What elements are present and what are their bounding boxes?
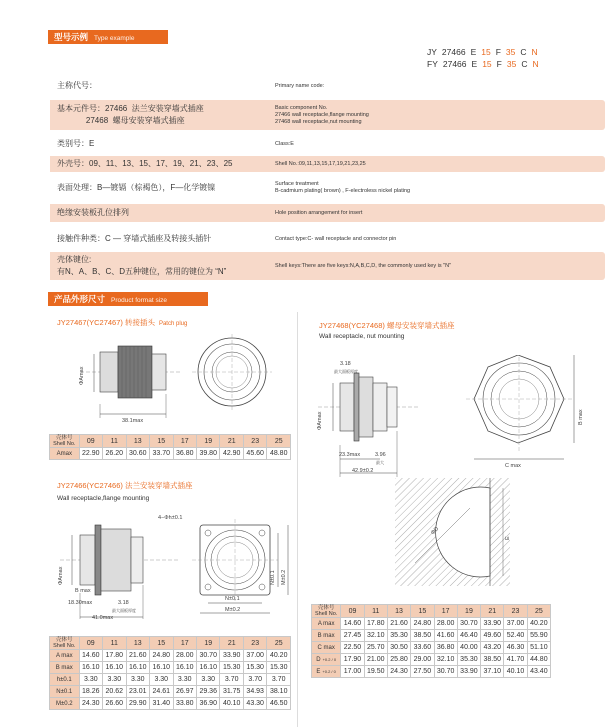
code-part-prefix: JY xyxy=(427,47,437,57)
table-cell: 46.30 xyxy=(504,642,527,654)
code-part-insert: 35 xyxy=(506,59,517,69)
explanation-row xyxy=(50,80,605,92)
table-cell: 48.80 xyxy=(267,448,291,460)
explanation-cn: 绝缘安装板孔位排列 xyxy=(57,208,129,217)
table-cell: 35.30 xyxy=(387,630,410,642)
plug-dim-a: ΦAmax xyxy=(79,366,85,385)
table-cell: 16.10 xyxy=(103,662,126,674)
table-cell: 43.30 xyxy=(243,698,266,710)
code-part-key: N xyxy=(532,59,539,69)
shell-size: 21 xyxy=(481,605,504,618)
code-part-shell: 15 xyxy=(481,47,491,57)
table-cell: 18.26 xyxy=(79,686,102,698)
flange-dim-b3-note: 最大面板厚度 xyxy=(112,608,136,613)
table-cell: 44.80 xyxy=(527,654,550,666)
table-cell: 25.80 xyxy=(387,654,410,666)
table-cell: 33.90 xyxy=(220,650,243,662)
dimension-symbol-text: A max xyxy=(317,620,335,627)
table-cell: 38.50 xyxy=(411,630,434,642)
flange-title xyxy=(57,480,192,491)
dimension-symbol xyxy=(312,666,341,678)
nut-dim-a: ΦAmax xyxy=(317,411,323,430)
table-header-row xyxy=(312,605,551,618)
nut-dim-c2-note: 最大 xyxy=(376,460,384,465)
explanation-row xyxy=(50,204,605,222)
nut-title-cn: JY27468(YC27468) 螺母安装穿墙式插座 xyxy=(319,321,455,330)
explanation-en: Shell No.:09,11,13,15,17,19,21,23,25 xyxy=(275,160,366,167)
explanation-row xyxy=(50,178,605,198)
code-part-shell: 15 xyxy=(482,59,492,69)
explanation-cn: 壳体键位: 有N、A、B、C、D五种键位，常用的键位为 “N” xyxy=(57,255,227,276)
nut-dim-c: C max xyxy=(505,463,521,469)
table-cell: 35.30 xyxy=(457,654,480,666)
explanation-en: Basic component No. 27466 wall receptacle,flange mounting 27468 wall receptacle,nut mounting xyxy=(275,104,369,125)
size-header xyxy=(48,292,208,306)
table-cell: 43.40 xyxy=(527,666,550,678)
table-cell: 25.70 xyxy=(364,642,387,654)
table-cell: 30.60 xyxy=(126,448,149,460)
shell-size: 11 xyxy=(103,637,126,650)
table-cell: 52.40 xyxy=(504,630,527,642)
shell-size: 11 xyxy=(364,605,387,618)
table-cell: 19.50 xyxy=(364,666,387,678)
explanation-en: Contact type:C- wall receptacle and connector pin xyxy=(275,235,397,242)
table-cell: 17.80 xyxy=(103,650,126,662)
table-cell: 15.30 xyxy=(243,662,266,674)
flange-dim-n-vertical: N±0.1 xyxy=(270,570,276,585)
shell-size: 17 xyxy=(173,435,196,448)
table-cell: 29.36 xyxy=(196,686,219,698)
model-code-line xyxy=(427,58,544,70)
explanation-en: Surface treatment B-cadmium plating( brown) , F-electroless nickel plating xyxy=(275,181,411,194)
table-cell: 20.62 xyxy=(103,686,126,698)
table-cell: 30.70 xyxy=(196,650,219,662)
explanation-cn: 外壳号：09、11、13、15、17、19、21、23、25 xyxy=(57,159,233,168)
dimension-symbol xyxy=(50,650,80,662)
explanation-row xyxy=(50,156,605,172)
explanation-row xyxy=(50,232,605,246)
table-cell: 33.70 xyxy=(150,448,173,460)
code-part-base: 27466 xyxy=(441,47,466,57)
flange-dim-a: ΦAmax xyxy=(58,566,64,585)
table-row xyxy=(312,630,551,642)
table-row xyxy=(50,698,291,710)
shell-size: 23 xyxy=(504,605,527,618)
flange-dim-n: N±0.1 xyxy=(225,596,240,602)
table-cell: 37.00 xyxy=(504,618,527,630)
dimension-symbol-text: D xyxy=(316,656,321,663)
shell-size: 09 xyxy=(79,435,102,448)
table-row xyxy=(312,618,551,630)
table-cell: 38.50 xyxy=(481,654,504,666)
table-cell: 24.30 xyxy=(79,698,102,710)
table-row xyxy=(50,650,291,662)
table-cell: 28.00 xyxy=(434,618,457,630)
explanation-en: Shell keys:There are five keys:N,A,B,C,D, the commonly used key is "N" xyxy=(275,262,451,269)
table-cell: 3.30 xyxy=(126,674,149,686)
plug-drawing xyxy=(80,332,290,430)
table-row xyxy=(50,662,291,674)
table-cell: 16.10 xyxy=(126,662,149,674)
nut-dim-c2: 3.96 xyxy=(375,452,386,458)
flange-subtitle: Wall receptacle,flange mounting xyxy=(57,495,150,502)
explanation-row xyxy=(50,138,605,150)
flange-dim-b2: 18.30max xyxy=(68,600,93,606)
dimension-symbol xyxy=(50,448,80,460)
nut-drawing xyxy=(318,355,598,480)
flange-dim-holes: 4−Φh±0.1 xyxy=(158,515,183,521)
tolerance-note: +0.2 / 0 xyxy=(322,656,337,662)
code-part-key: N xyxy=(531,47,538,57)
table-cell: 16.10 xyxy=(173,662,196,674)
table-cell: 24.30 xyxy=(387,666,410,678)
shell-size: 17 xyxy=(434,605,457,618)
table-cell: 17.80 xyxy=(364,618,387,630)
table-cell: 49.60 xyxy=(481,630,504,642)
cutout-dim-d: ΦD xyxy=(430,526,441,537)
dimension-symbol xyxy=(312,630,341,642)
table-cell: 37.00 xyxy=(243,650,266,662)
shell-no-label: 壳体号 Shell No. xyxy=(312,605,341,618)
shell-size: 11 xyxy=(103,435,126,448)
nut-dim-c1: 23.3max xyxy=(339,452,361,458)
size-title-cn: 产品外形尺寸 xyxy=(54,294,106,304)
dimension-symbol xyxy=(50,686,80,698)
shell-size: 25 xyxy=(267,637,291,650)
nut-dim-t: 3.18 xyxy=(340,361,351,367)
shell-no-label: 壳体号 Shell No. xyxy=(50,435,80,448)
table-cell: 28.00 xyxy=(173,650,196,662)
shell-size: 13 xyxy=(126,435,149,448)
flange-table xyxy=(49,636,291,710)
explanation-en: Hole position arrangement for insert xyxy=(275,209,363,216)
plug-title xyxy=(57,317,187,328)
shell-size: 21 xyxy=(220,435,243,448)
explanation-cn: 基本元件号：27466 法兰安装穿墙式插座 27468 螺母安装穿墙式插座 xyxy=(57,104,204,125)
dimension-symbol-text: E xyxy=(316,668,321,675)
table-cell: 22.90 xyxy=(79,448,102,460)
table-cell: 3.30 xyxy=(150,674,173,686)
flange-dim-m-vertical: M±0.2 xyxy=(281,569,287,585)
table-cell: 30.70 xyxy=(434,666,457,678)
code-part-contact: C xyxy=(521,59,528,69)
dimension-symbol xyxy=(312,642,341,654)
table-cell: 55.90 xyxy=(527,630,550,642)
shell-size: 15 xyxy=(150,435,173,448)
table-cell: 33.90 xyxy=(457,666,480,678)
shell-size: 13 xyxy=(126,637,149,650)
code-part-class: E xyxy=(471,59,478,69)
dimension-symbol-text: N±0.1 xyxy=(56,688,73,695)
table-cell: 37.10 xyxy=(481,666,504,678)
shell-size: 15 xyxy=(150,637,173,650)
table-cell: 51.10 xyxy=(527,642,550,654)
table-cell: 24.80 xyxy=(150,650,173,662)
dimension-symbol-text: A max xyxy=(55,652,73,659)
tolerance-note: +0.2 / 0 xyxy=(322,668,336,674)
table-cell: 43.20 xyxy=(481,642,504,654)
type-example-header xyxy=(48,30,168,44)
table-cell: 45.60 xyxy=(243,448,266,460)
table-cell: 32.10 xyxy=(364,630,387,642)
plug-dim-len: 38.1max xyxy=(122,418,144,424)
table-cell: 17.00 xyxy=(341,666,364,678)
table-row xyxy=(50,448,291,460)
dimension-symbol xyxy=(312,654,341,666)
dimension-symbol xyxy=(50,698,80,710)
explanation-en: Primary name code: xyxy=(275,82,325,89)
nut-subtitle: Wall receptacle, nut mounting xyxy=(319,333,405,340)
shell-size: 17 xyxy=(173,637,196,650)
table-cell: 34.93 xyxy=(243,686,266,698)
shell-size: 23 xyxy=(243,637,266,650)
table-cell: 41.70 xyxy=(504,654,527,666)
model-code-line xyxy=(427,46,544,58)
dimension-symbol-text: B max xyxy=(55,664,73,671)
flange-drawing xyxy=(60,515,305,630)
shell-size: 19 xyxy=(196,637,219,650)
table-cell: 21.00 xyxy=(364,654,387,666)
table-cell: 30.70 xyxy=(457,618,480,630)
table-cell: 40.00 xyxy=(457,642,480,654)
table-cell: 31.75 xyxy=(220,686,243,698)
table-cell: 3.30 xyxy=(196,674,219,686)
plug-title-cn: JY27467(YC27467) 转接插头 xyxy=(57,318,155,327)
table-row xyxy=(312,642,551,654)
dimension-symbol xyxy=(312,618,341,630)
table-cell: 40.10 xyxy=(504,666,527,678)
table-cell: 26.60 xyxy=(103,698,126,710)
table-cell: 15.30 xyxy=(267,662,291,674)
type-example-title-en: Type example xyxy=(94,35,135,42)
flange-dim-m: M±0.2 xyxy=(225,607,241,613)
explanation-cn: 类别号：E xyxy=(57,139,95,148)
table-cell: 16.10 xyxy=(79,662,102,674)
table-cell: 30.50 xyxy=(387,642,410,654)
table-cell: 3.30 xyxy=(79,674,102,686)
table-cell: 46.40 xyxy=(457,630,480,642)
table-cell: 36.80 xyxy=(173,448,196,460)
size-title-en: Product format size xyxy=(111,297,168,304)
shell-size: 09 xyxy=(341,605,364,618)
table-cell: 38.10 xyxy=(267,686,291,698)
table-cell: 3.30 xyxy=(173,674,196,686)
nut-dim-t-note: 最大面板厚度 xyxy=(334,369,358,374)
table-cell: 27.50 xyxy=(411,666,434,678)
dimension-symbol-text: M±0.2 xyxy=(55,700,73,707)
shell-size: 09 xyxy=(79,637,102,650)
code-part-class: E xyxy=(470,47,477,57)
table-row xyxy=(312,666,551,678)
explanation-cn: 接触件种类：C — 穿墙式插座及转接头插针 xyxy=(57,234,212,243)
explanation-en: Class:E xyxy=(275,140,294,147)
dimension-symbol-text: Amax xyxy=(56,450,72,457)
table-header-row xyxy=(50,435,291,448)
flange-dim-b3: 3.18 xyxy=(118,600,129,606)
table-cell: 22.50 xyxy=(341,642,364,654)
dimension-symbol xyxy=(50,662,80,674)
table-cell: 29.90 xyxy=(126,698,149,710)
table-header-row xyxy=(50,637,291,650)
table-cell: 26.20 xyxy=(103,448,126,460)
nut-title xyxy=(319,320,454,331)
table-cell: 27.45 xyxy=(341,630,364,642)
dimension-symbol-text: B max xyxy=(317,632,335,639)
table-cell: 24.61 xyxy=(150,686,173,698)
table-cell: 26.97 xyxy=(173,686,196,698)
shell-size: 19 xyxy=(457,605,480,618)
flange-dim-len: 41.0max xyxy=(92,615,114,621)
code-part-finish: F xyxy=(495,47,501,57)
table-cell: 40.20 xyxy=(267,650,291,662)
panel-cutout-drawing xyxy=(395,478,535,588)
nut-dim-b: B max xyxy=(578,409,584,425)
table-cell: 14.60 xyxy=(79,650,102,662)
table-cell: 42.90 xyxy=(220,448,243,460)
explanation-row xyxy=(50,252,605,280)
flange-title-cn: JY27466(YC27466) 法兰安装穿墙式插座 xyxy=(57,481,193,490)
dimension-symbol-text: C max xyxy=(317,644,335,651)
type-example-title-cn: 型号示例 xyxy=(54,32,89,42)
flange-dim-bmax: B max xyxy=(75,588,91,594)
table-cell: 41.60 xyxy=(434,630,457,642)
table-cell: 3.70 xyxy=(267,674,291,686)
table-cell: 32.10 xyxy=(434,654,457,666)
nut-dim-len: 42.9±0.2 xyxy=(352,468,374,474)
table-cell: 40.10 xyxy=(220,698,243,710)
table-row xyxy=(50,674,291,686)
code-part-contact: C xyxy=(520,47,527,57)
column-divider xyxy=(297,312,298,727)
table-cell: 15.30 xyxy=(220,662,243,674)
table-row xyxy=(312,654,551,666)
model-code-example xyxy=(427,46,544,70)
plug-title-en: Patch plug xyxy=(158,321,188,327)
shell-size: 21 xyxy=(220,637,243,650)
table-cell: 23.01 xyxy=(126,686,149,698)
table-cell: 29.00 xyxy=(411,654,434,666)
explanation-cn: 主称代号： xyxy=(57,81,97,90)
table-cell: 3.30 xyxy=(103,674,126,686)
dimension-symbol xyxy=(50,674,80,686)
dimension-symbol-text: h±0.1 xyxy=(56,676,72,683)
table-cell: 36.90 xyxy=(196,698,219,710)
table-cell: 21.60 xyxy=(126,650,149,662)
explanation-cn: 表面处理：B—镀镉（棕褐色），F—化学镀镍 xyxy=(57,183,216,192)
table-cell: 3.70 xyxy=(243,674,266,686)
table-cell: 40.20 xyxy=(527,618,550,630)
table-cell: 21.60 xyxy=(387,618,410,630)
shell-size: 19 xyxy=(196,435,219,448)
code-part-base: 27466 xyxy=(442,59,467,69)
table-cell: 31.40 xyxy=(150,698,173,710)
code-part-insert: 35 xyxy=(505,47,516,57)
table-cell: 33.60 xyxy=(411,642,434,654)
table-cell: 46.50 xyxy=(267,698,291,710)
explanation-row xyxy=(50,100,605,130)
table-row xyxy=(50,686,291,698)
cutout-dim-e: E xyxy=(505,536,511,540)
table-cell: 14.60 xyxy=(341,618,364,630)
table-cell: 3.70 xyxy=(220,674,243,686)
shell-no-label: 壳体号 Shell No. xyxy=(50,637,80,650)
table-cell: 17.90 xyxy=(341,654,364,666)
shell-size: 25 xyxy=(527,605,550,618)
table-cell: 36.80 xyxy=(434,642,457,654)
shell-size: 25 xyxy=(267,435,291,448)
nut-table xyxy=(311,604,551,678)
shell-size: 23 xyxy=(243,435,266,448)
table-cell: 16.10 xyxy=(150,662,173,674)
table-cell: 16.10 xyxy=(196,662,219,674)
table-cell: 33.90 xyxy=(481,618,504,630)
plug-table xyxy=(49,434,291,460)
table-cell: 24.80 xyxy=(411,618,434,630)
code-part-finish: F xyxy=(496,59,502,69)
code-part-prefix: FY xyxy=(427,59,438,69)
table-cell: 39.80 xyxy=(196,448,219,460)
shell-size: 13 xyxy=(387,605,410,618)
table-cell: 33.80 xyxy=(173,698,196,710)
shell-size: 15 xyxy=(411,605,434,618)
